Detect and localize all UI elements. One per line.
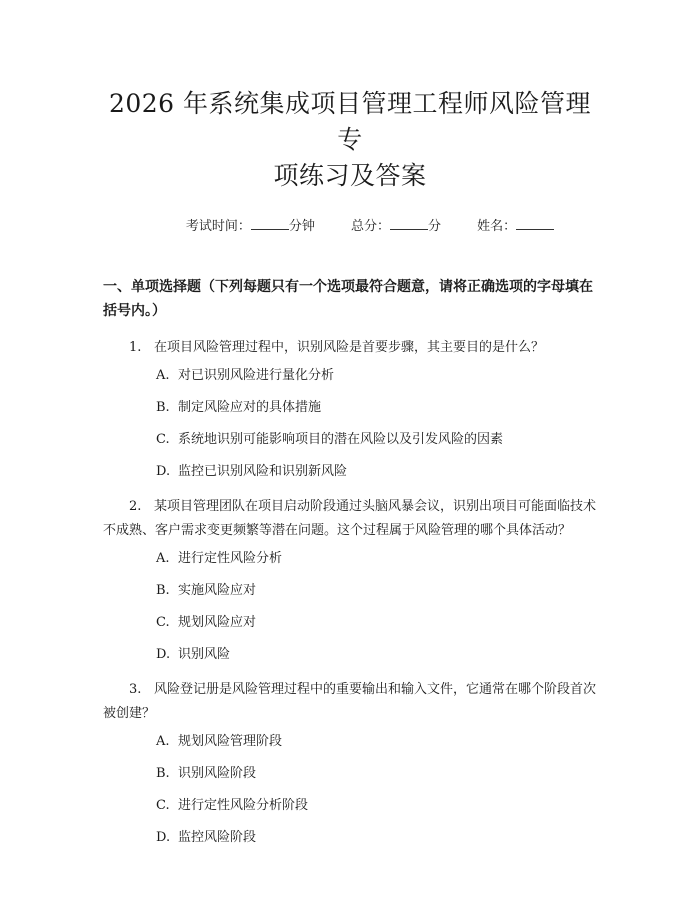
name-label: 姓名：	[477, 219, 517, 234]
question-text	[103, 678, 597, 726]
option-letter: B.	[156, 766, 170, 781]
document-title	[103, 0, 597, 194]
option-list	[103, 549, 597, 665]
total-score-blank	[390, 216, 428, 230]
option-text: 监控风险阶段	[178, 830, 257, 845]
question-block	[103, 336, 597, 482]
question-body: 风险登记册是风险管理过程中的重要输出和输入文件，它通常在哪个阶段首次被创建？	[103, 682, 597, 721]
option-item	[103, 764, 597, 784]
option-item	[103, 430, 597, 450]
question-text	[103, 336, 597, 360]
question-body: 某项目管理团队在项目启动阶段通过头脑风暴会议，识别出项目可能面临技术不成熟、客户需求变更频繁等潜在问题。这个过程属于风险管理的哪个具体活动？	[103, 499, 597, 538]
question-text	[103, 495, 597, 543]
option-item	[103, 366, 597, 386]
option-text: 识别风险	[178, 647, 231, 662]
question-block	[103, 678, 597, 848]
question-number: 2.	[129, 499, 142, 514]
option-text: 进行定性风险分析	[178, 551, 283, 566]
option-text: 规划风险应对	[178, 615, 257, 630]
option-list	[103, 366, 597, 482]
exam-info	[103, 216, 597, 237]
option-letter: C.	[156, 798, 170, 813]
option-text: 制定风险应对的具体措施	[178, 400, 322, 415]
option-text: 识别风险阶段	[178, 766, 257, 781]
option-item	[103, 549, 597, 569]
total-score-field	[351, 216, 441, 237]
exam-time-blank	[251, 216, 289, 230]
option-item	[103, 645, 597, 665]
exam-time-label: 考试时间：	[185, 219, 251, 234]
option-text: 规划风险管理阶段	[178, 734, 283, 749]
option-text: 监控已识别风险和识别新风险	[178, 464, 348, 479]
option-letter: C.	[156, 615, 170, 630]
option-item	[103, 398, 597, 418]
option-letter: D.	[156, 464, 171, 479]
option-letter: A.	[156, 551, 170, 566]
option-letter: B.	[156, 583, 170, 598]
option-letter: C.	[156, 432, 170, 447]
option-item	[103, 613, 597, 633]
title-line-2: 项练习及答案	[273, 161, 427, 190]
option-text: 系统地识别可能影响项目的潜在风险以及引发风险的因素	[178, 432, 504, 447]
exam-time-unit: 分钟	[288, 219, 315, 234]
section-heading: 一、单项选择题（下列每题只有一个选项最符合题意，请将正确选项的字母填在括号内。）	[103, 279, 593, 319]
question-block	[103, 495, 597, 665]
option-item	[103, 581, 597, 601]
option-list	[103, 732, 597, 848]
option-text: 对已识别风险进行量化分析	[178, 368, 335, 383]
option-item	[103, 796, 597, 816]
exam-time-field	[186, 216, 315, 237]
option-text: 进行定性风险分析阶段	[178, 798, 309, 813]
option-letter: D.	[156, 830, 171, 845]
option-letter: B.	[156, 400, 170, 415]
option-item	[103, 732, 597, 752]
title-line-1: 2026 年系统集成项目管理工程师风险管理专	[108, 89, 592, 154]
option-item	[103, 828, 597, 848]
question-number: 1.	[129, 340, 142, 355]
total-score-label: 总分：	[350, 219, 390, 234]
option-letter: A.	[156, 734, 170, 749]
question-number: 3.	[129, 682, 142, 697]
question-body: 在项目风险管理过程中，识别风险是首要步骤，其主要目的是什么？	[154, 340, 545, 355]
option-letter: A.	[156, 368, 170, 383]
name-field	[477, 216, 554, 237]
option-letter: D.	[156, 647, 171, 662]
name-blank	[516, 216, 554, 230]
option-text: 实施风险应对	[178, 583, 257, 598]
total-score-unit: 分	[428, 219, 442, 234]
option-item	[103, 462, 597, 482]
